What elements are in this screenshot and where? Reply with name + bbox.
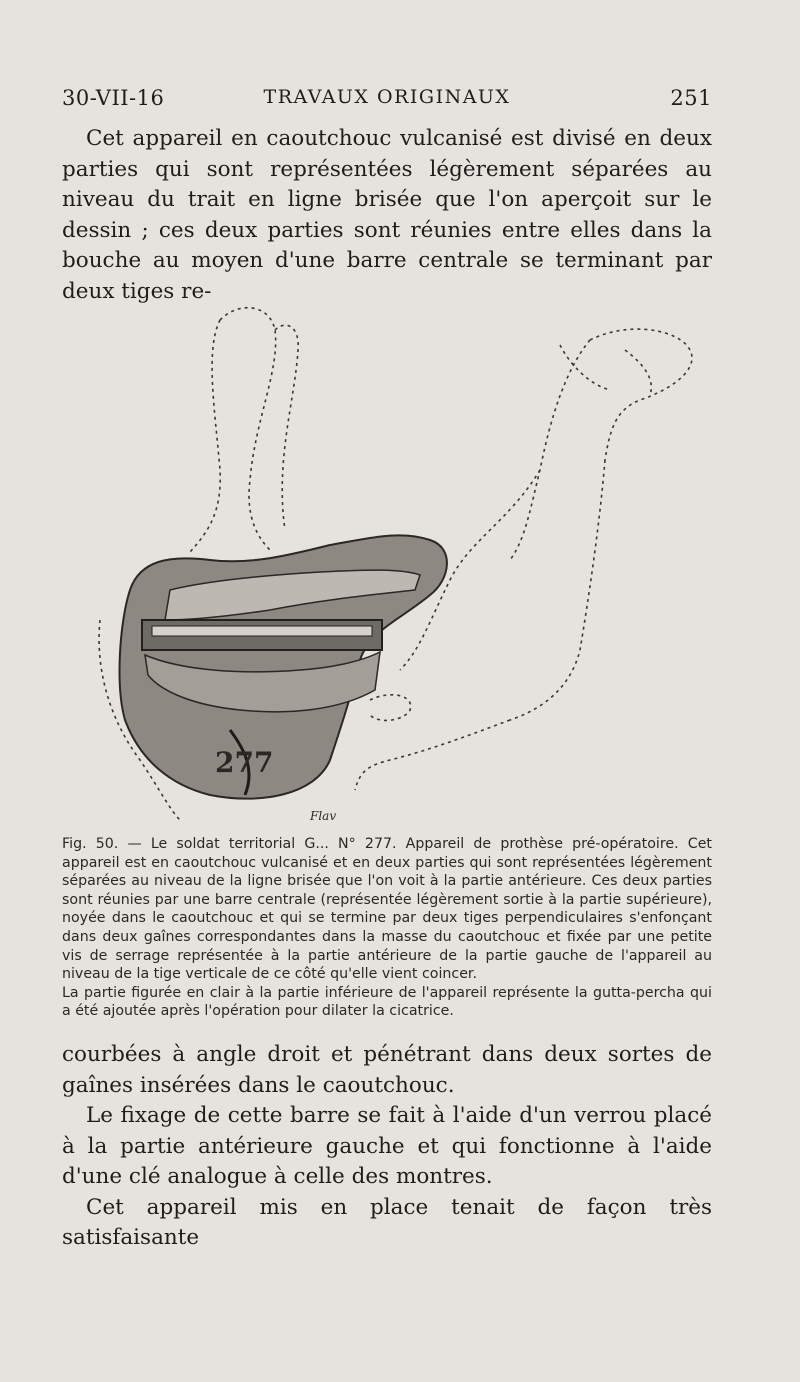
- running-header: [62, 86, 712, 116]
- prosthesis-illustration: [70, 290, 730, 835]
- body-paragraph: Cet appareil mis en place tenait de façon très satisfaisante: [62, 1194, 712, 1250]
- figure-number-label: 277: [215, 746, 274, 779]
- caption-paragraph-1: Fig. 50. — Le soldat territorial G... N° 277. Appareil de prothèse pré-opératoire. Cet appareil est en caoutchouc vulcanisé et en deux parties qui sont représentées légèrement séparées au niveau de la ligne brisée que l'on voit à la partie antérieure. Ces deux parties sont réunies par une barre centrale (représentée légèrement sortie à la partie supérieure), noyée dans le caoutchouc et qui se termine par deux tiges perpendiculaires s'enfonçant dans deux gaînes correspondantes dans la masse du caoutchouc et fixée par une petite vis de serrage représentée à la partie antérieure de la partie gauche de l'appareil au niveau de la tige verticale de ce côté qu'elle vient coincer.: [62, 836, 712, 983]
- body-paragraph: courbées à angle droit et pénétrant dans deux sortes de gaînes insérées dans le caoutchouc.: [62, 1042, 712, 1098]
- top-text-block: [62, 124, 712, 307]
- artist-signature: Flav: [310, 809, 337, 823]
- header-date: 30-VII-16: [62, 86, 165, 110]
- body-paragraph: Cet appareil en caoutchouc vulcanisé est divisé en deux parties qui sont représentées légèrement séparées au niveau du trait en ligne brisée que l'on aperçoit sur le dessin ; ces deux parties sont réunies entre elles dans la bouche au moyen d'une barre centrale se terminant par deux tiges re-: [62, 126, 712, 304]
- header-title: TRAVAUX ORIGINAUX: [263, 86, 511, 108]
- caption-paragraph-2: La partie figurée en clair à la partie inférieure de l'appareil représente la gutta-percha qui a été ajoutée après l'opération pour dilater la cicatrice.: [62, 984, 712, 1020]
- body-paragraph: Le fixage de cette barre se fait à l'aide d'un verrou placé à la partie antérieure gauche et qui fonctionne à l'aide d'une clé analogue à celle des montres.: [62, 1103, 712, 1189]
- bottom-text-block: [62, 1040, 712, 1254]
- figure-caption: [62, 835, 712, 1021]
- page-number: 251: [670, 86, 712, 110]
